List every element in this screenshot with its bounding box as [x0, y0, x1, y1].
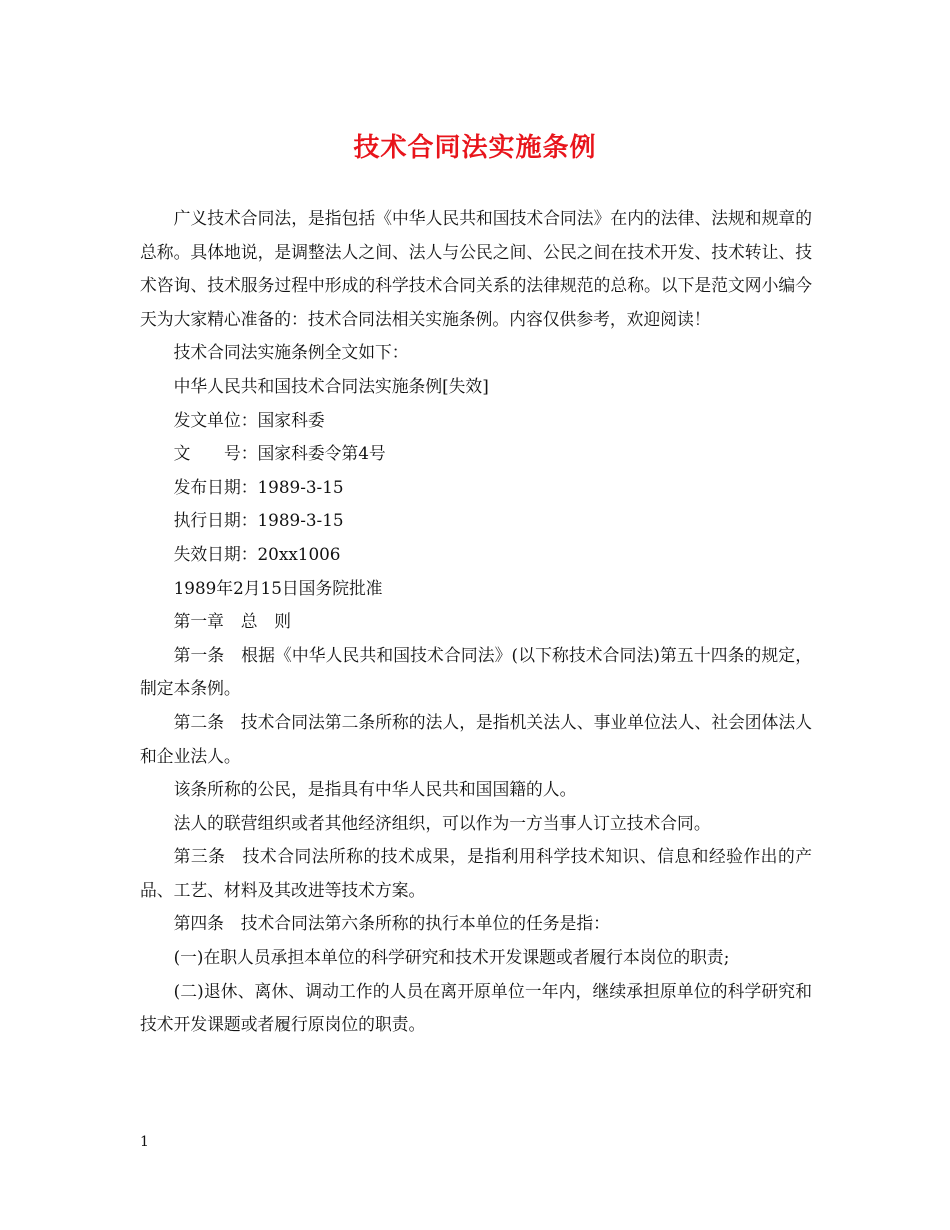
document-body — [140, 202, 812, 1042]
article-paragraph: 第二条 技术合同法第二条所称的法人，是指机关法人、事业单位法人、社会团体法人和企业法人。 — [140, 711, 812, 766]
article-paragraph: 第一条 根据《中华人民共和国技术合同法》(以下称技术合同法)第五十四条的规定，制定本条例。 — [140, 644, 812, 699]
paragraph: 1989年2月15日国务院批准 — [173, 577, 383, 598]
list-item: (一)在职人员承担本单位的科学研究和技术开发课题或者履行本岗位的职责; — [173, 947, 730, 968]
list-item: (二)退休、离休、调动工作的人员在离开原单位一年内，继续承担原单位的科学研究和技术开发课题或者履行原岗位的职责。 — [140, 980, 812, 1035]
paragraph: 发布日期：1989-3-15 — [173, 476, 344, 497]
paragraph: 法人的联营组织或者其他经济组织，可以作为一方当事人订立技术合同。 — [173, 812, 711, 833]
paragraph: 中华人民共和国技术合同法实施条例[失效] — [173, 375, 489, 396]
paragraph: 该条所称的公民，是指具有中华人民共和国国籍的人。 — [173, 779, 577, 800]
article-paragraph: 第四条 技术合同法第六条所称的执行本单位的任务是指： — [173, 913, 610, 934]
chapter-heading: 第一章 总 则 — [173, 611, 292, 632]
paragraph: 发文单位：国家科委 — [173, 409, 325, 430]
page-number: 1 — [140, 1134, 149, 1150]
article-paragraph: 第三条 技术合同法所称的技术成果，是指利用科学技术知识、信息和经验作出的产品、工艺、材料及其改进等技术方案。 — [140, 846, 812, 900]
document-title: 技术合同法实施条例 — [353, 133, 597, 163]
paragraph: 失效日期：20xx1006 — [173, 543, 341, 564]
paragraph: 技术合同法实施条例全文如下： — [173, 342, 409, 363]
paragraph: 广义技术合同法，是指包括《中华人民共和国技术合同法》在内的法律、法规和规章的总称。具体地说，是调整法人之间、法人与公民之间、公民之间在技术开发、技术转让、技术咨询、技术服务过程中形成的科学技术合同关系的法律规范的总称。以下是范文网小编今天为大家精心准备的：技术合同法相关实施条例。内容仅供参考，欢迎阅读！ — [140, 208, 812, 329]
paragraph: 执行日期：1989-3-15 — [173, 510, 344, 531]
paragraph: 文 号：国家科委令第4号 — [173, 443, 386, 464]
